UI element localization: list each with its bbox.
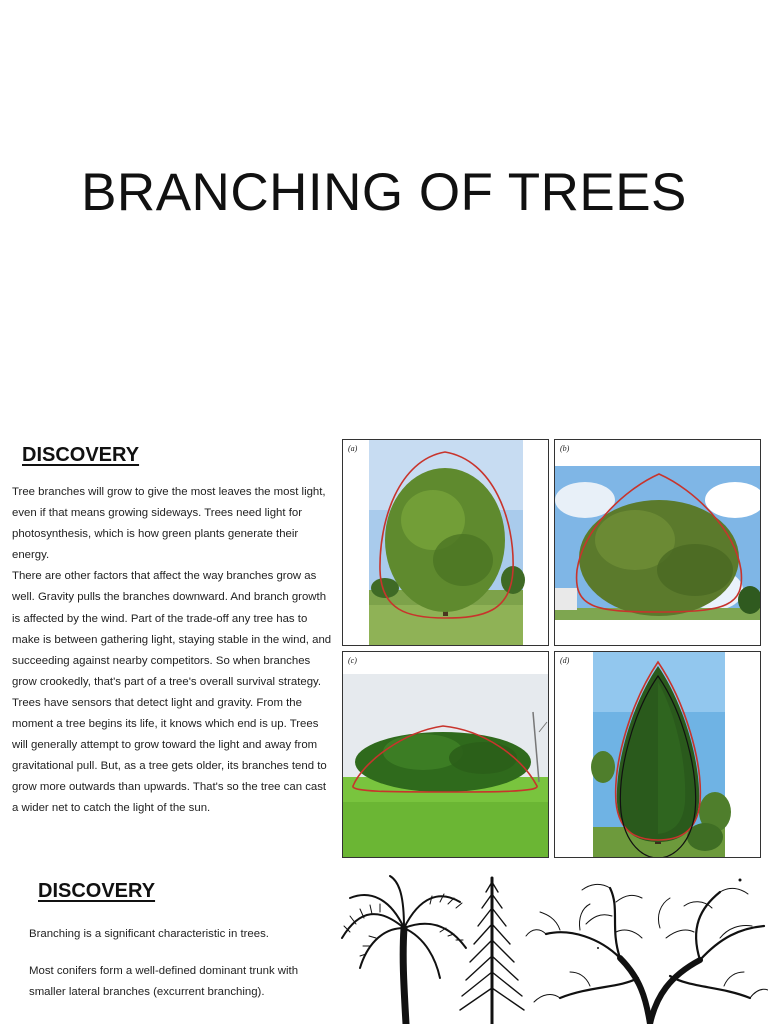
tree-photo-panel-d: [554, 651, 761, 858]
paragraph: Branching is a significant characteristic in trees.: [29, 928, 269, 940]
tree-branching-illustration: [320, 868, 768, 1024]
panel-label-b: (b): [560, 444, 570, 453]
page-title: BRANCHING OF TREES: [81, 163, 687, 222]
panel-label-d: (d): [560, 656, 570, 665]
panel-label-a: (a): [348, 444, 358, 453]
tree-photo-panel-a: [342, 439, 549, 646]
discovery-body-text-2: [29, 924, 319, 1003]
discovery-body-text: [12, 482, 334, 820]
panel-label-c: (c): [348, 656, 357, 665]
section-heading-discovery-2: DISCOVERY: [38, 880, 156, 902]
paragraph: There are other factors that affect the way branches grow as well. Gravity pulls the branches downward. And branch growth is affected by the wind. Part of the trade-off any tree has to make is between gathering light, staying stable in the wind, and succeeding against nearby competitors. So when branches grow crookedly, that's part of a tree's overall survival strategy.: [12, 570, 332, 688]
tree-photo-panel-b: [554, 439, 761, 646]
paragraph: Trees have sensors that detect light and gravity. From the moment a tree begins its life, it knows which end is up. Trees will generally attempt to grow toward the light and away from gravitational pull. But, as a tree gets older, its branches tend to grow more outwards than upwards. That's so the tree can cast a wider net to catch the light of the sun.: [12, 696, 327, 815]
paragraph: Most conifers form a well-defined dominant trunk with smaller lateral branches (excurrent branching).: [29, 965, 299, 999]
tree-photo-panel-c: [342, 651, 549, 858]
section-heading-discovery: DISCOVERY: [22, 444, 140, 466]
paragraph: Tree branches will grow to give the most leaves the most light, even if that means growing sideways. Trees need light for photosynthesis, which is how green plants generate their energy.: [12, 486, 326, 562]
